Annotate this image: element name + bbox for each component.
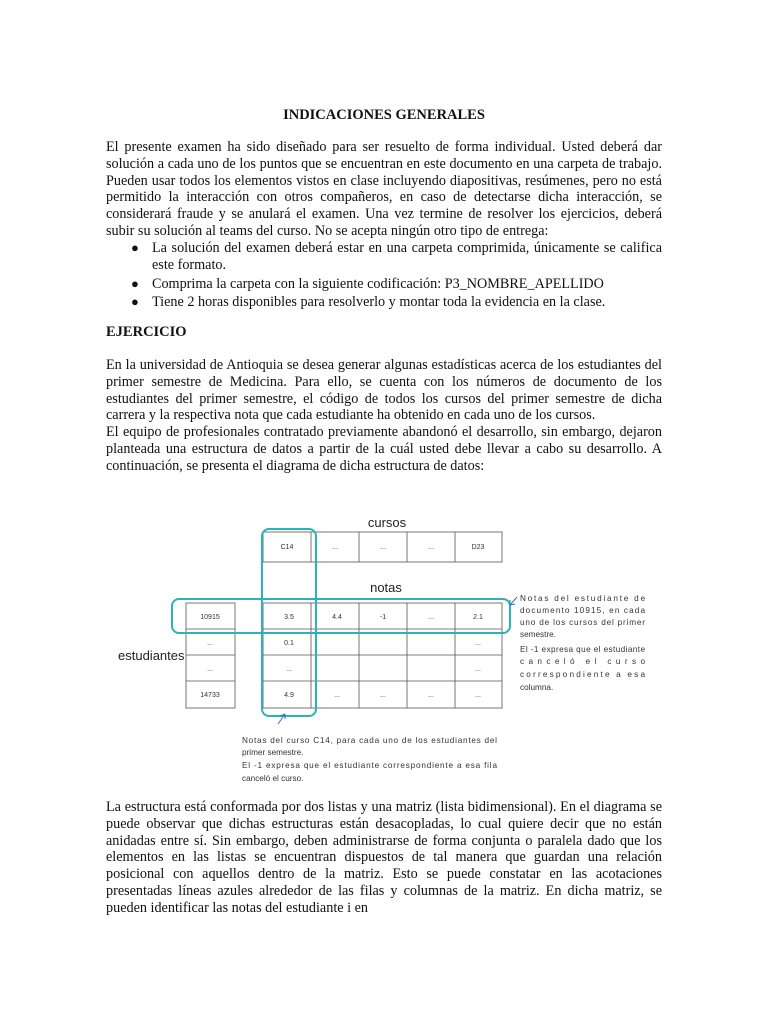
bullet-icon: ● [131, 275, 139, 291]
list-item [106, 294, 662, 311]
arrow-icon [510, 597, 517, 605]
page-title: INDICACIONES GENERALES [283, 107, 485, 123]
list-item [106, 240, 662, 274]
nota-cell: 4.9 [284, 692, 294, 699]
nota-cell: ... [475, 666, 481, 673]
nota-cell: ... [475, 692, 481, 699]
estudiantes-label: estudiantes [118, 648, 185, 663]
list-item-text: Comprima la carpeta con la siguiente codificación: P3_NOMBRE_APELLIDO [152, 275, 604, 292]
nota-cell: -1 [379, 614, 387, 621]
annotation-bottom-line: canceló el curso. [242, 774, 304, 783]
nota-cell: 3.5 [284, 614, 294, 621]
curso-cell: ... [332, 544, 338, 551]
row-highlight [172, 599, 510, 633]
intro-paragraph: El presente examen ha sido diseñado para ser resuelto de forma individual. Usted deberá dar solución a cada uno de los puntos que se encuentran en este documento en una carpeta de trabajo. Pueden usar todos los elementos vistos en clase incluyendo diapositivas, resúmenes, pero no está permitido la interacción con otros compañeros, en caso de detectarse dicha interacción, se considerará fraude y se anulará el examen. Una vez termine de resolver los ejercicios, deberá subir su solución al teams del curso. No se acepta ningún otro tipo de entrega: [106, 139, 662, 239]
annotation-right-line: columna. [520, 683, 554, 692]
annotation-right-line: documento 10915, en cada [520, 606, 645, 615]
estudiante-cell: ... [207, 640, 213, 647]
exercise-paragraph-1: En la universidad de Antioquia se desea generar algunas estadísticas acerca de los estudiantes del primer semestre de Medicina. Para ello, se cuenta con los números de documento de los estudiantes del primer semestre, el código de todos los cursos del primer semestre de dicha carrera y la respectiva nota que cada estudiante ha obtenido en cada uno de los cursos. [106, 357, 662, 424]
estudiante-cell: 14733 [200, 692, 220, 699]
list-item [106, 276, 662, 293]
list-item-text: La solución del examen deberá estar en una carpeta comprimida, únicamente se califica este formato. [152, 240, 662, 273]
annotation-right-line: Notas del estudiante de [520, 594, 645, 603]
curso-cell: C14 [280, 544, 294, 551]
curso-cell: D23 [471, 544, 485, 551]
estudiante-cell: ... [207, 666, 213, 673]
nota-cell: 4.4 [332, 614, 342, 621]
annotation-right-line: semestre. [520, 630, 556, 639]
delivery-list [106, 240, 662, 311]
nota-cell: ... [334, 692, 340, 699]
curso-cell: ... [428, 544, 434, 551]
annotation-right-line: correspondiente a esa [520, 670, 645, 679]
nota-cell: 2.1 [473, 614, 483, 621]
nota-cell: ... [428, 692, 434, 699]
notas-label: notas [370, 580, 402, 595]
arrow-icon [278, 714, 285, 724]
cursos-label: cursos [367, 515, 407, 530]
annotation-bottom-line: El -1 expresa que el estudiante correspondiente a esa fila [242, 761, 497, 770]
annotation-right-line: uno de los cursos del primer [520, 618, 645, 627]
nota-cell: ... [286, 666, 292, 673]
nota-cell: ... [475, 640, 481, 647]
annotation-right-line: canceló el curso [520, 657, 645, 666]
annotation-bottom-line: Notas del curso C14, para cada uno de los estudiantes del [242, 736, 497, 745]
notas-matrix [263, 603, 502, 708]
column-highlight [262, 529, 316, 716]
estudiante-cell: 10915 [200, 614, 220, 621]
curso-cell: ... [380, 544, 386, 551]
bullet-icon: ● [131, 240, 139, 255]
nota-cell: ... [380, 692, 386, 699]
annotation-bottom-line: primer semestre. [242, 748, 304, 757]
section-heading: EJERCICIO [106, 324, 187, 340]
structure-paragraph: La estructura está conformada por dos listas y una matriz (lista bidimensional). En el diagrama se puede observar que dichas estructuras están desacopladas, lo cual quiere decir que no están anidadas entre sí. Sin embargo, deben administrarse de forma conjunta o paralela dado que los elementos en las listas se encuentran dispuestos de tal manera que guardan una relación posicional con aquellos dentro de la matriz. Esto se puede constatar en las acotaciones presentadas líneas azules alrededor de las filas y columnas de la matriz. En dicha matriz, se pueden identificar las notas del estudiante i en [106, 799, 662, 916]
list-item-text: Tiene 2 horas disponibles para resolverlo y montar toda la evidencia en la clase. [152, 294, 606, 311]
nota-cell: 0.1 [284, 640, 294, 647]
estudiantes-list [186, 603, 235, 708]
annotation-right-line: El -1 expresa que el estudiante [520, 645, 645, 654]
nota-cell: ... [428, 614, 434, 621]
cursos-list [263, 532, 502, 562]
bullet-icon: ● [131, 294, 139, 310]
exercise-paragraph-2: El equipo de profesionales contratado previamente abandonó el desarrollo, sin embargo, dejaron planteada una estructura de datos a partir de la cuál usted debe llevar a cabo su desarrollo. A continuación, se presenta el diagrama de dicha estructura de datos: [106, 424, 662, 474]
